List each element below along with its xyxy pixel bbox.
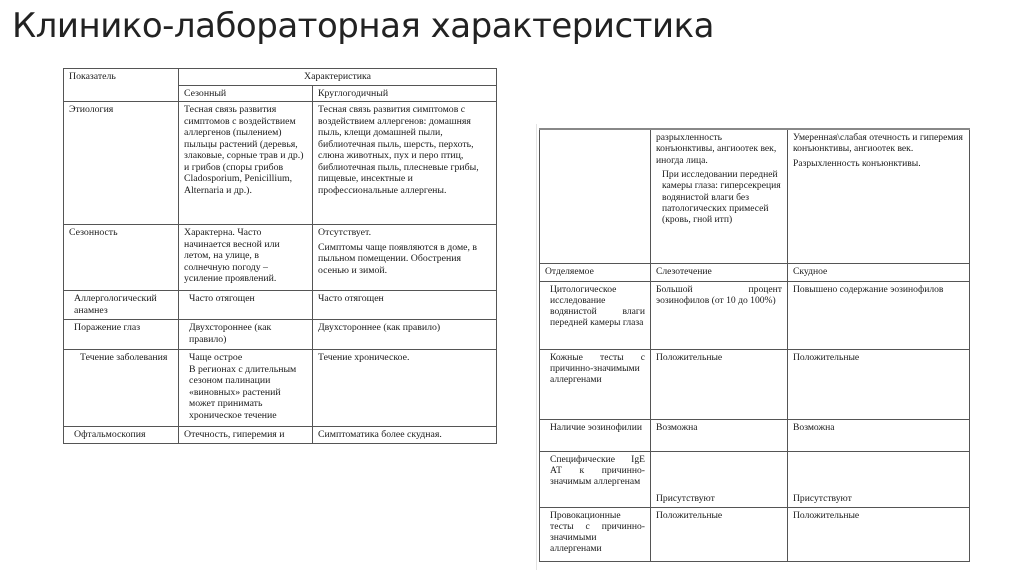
cell-seasonal: Отечность, гиперемия и: [179, 427, 313, 444]
cell-year-round: Положительные: [788, 349, 970, 419]
cell-year-round: Симптоматика более скудная.: [313, 427, 497, 444]
table-header-row: [64, 69, 497, 86]
header-characteristic: Характеристика: [179, 69, 497, 86]
cell-seasonal: Возможна: [651, 419, 788, 451]
table-row: [64, 225, 497, 291]
cell-text: Чаще острое: [189, 352, 243, 364]
cell-seasonal: Присутствуют: [651, 451, 788, 507]
row-label: Отделяемое: [540, 263, 651, 281]
cell-seasonal: Характерна. Часто начинается весной или летом, на улице, в солнечную погоду – усиление проявлений.: [179, 225, 313, 291]
table-row: [540, 263, 970, 281]
cell-text: При исследовании передней камеры глаза: гиперсекреция водянистой влаги без патологических примесей (кровь, гной итп): [662, 168, 781, 226]
row-label: Поражение глаз: [64, 320, 179, 350]
cell-seasonal: Часто отягощен: [179, 291, 313, 320]
cell-text: В регионах с длительным сезоном палинации «виновных» растений может принимать хроническое течение: [189, 363, 297, 421]
cell-text: Отсутствует.: [318, 227, 372, 239]
row-label: [540, 129, 651, 263]
cell-year-round: Часто отягощен: [313, 291, 497, 320]
table-row: [540, 281, 970, 349]
cell-year-round: Присутствуют: [788, 451, 970, 507]
row-label: Офтальмоскопия: [64, 427, 179, 444]
header-year-round: Круглогодичный: [313, 85, 497, 102]
table-row: [540, 419, 970, 451]
header-indicator: Показатель: [64, 69, 179, 102]
table-row: [64, 102, 497, 225]
cell-year-round: Положительные: [788, 507, 970, 561]
table-row: [64, 320, 497, 350]
header-seasonal: Сезонный: [179, 85, 313, 102]
cell-seasonal: Большой процент эозинофилов (от 10 до 100%): [651, 281, 788, 349]
cell-seasonal: Двухстороннее (как правило): [179, 320, 313, 350]
row-label: Наличие эозинофилии: [540, 419, 651, 451]
cell-year-round: [788, 129, 970, 263]
row-label: Сезонность: [64, 225, 179, 291]
slide-title: Клинико-лабораторная характеристика: [12, 6, 714, 46]
table-row: [540, 349, 970, 419]
row-label: Цитологическое исследование водянистой влаги передней камеры глаза: [540, 281, 651, 349]
right-table: [539, 128, 970, 562]
cell-text: Симптомы чаще появляются в доме, в пыльном помещении. Обострения осенью и зимой.: [318, 241, 478, 276]
table-row: [64, 427, 497, 444]
cell-year-round: Возможна: [788, 419, 970, 451]
row-label: Специфические IgE АТ к причинно-значимым аллергенам: [540, 451, 651, 507]
table-row: [64, 291, 497, 320]
cell-year-round: Тесная связь развития симптомов с воздействием аллергенов: домашняя пыль, клещи домашней пыли, библиотечная пыль, шерсть, перхоть, слюна животных, пух и перо птиц, библиотечная пыль, плесневые грибы, пищевые, инсектные и профессиональные аллергены.: [313, 102, 497, 225]
cell-text: Разрыхленность конъюнктивы.: [793, 157, 921, 169]
row-label: Кожные тесты с причинно-значимыми аллергенами: [540, 349, 651, 419]
cell-seasonal: Положительные: [651, 507, 788, 561]
cell-year-round: Скудное: [788, 263, 970, 281]
cell-seasonal: Тесная связь развития симптомов с воздействием аллергенов (пылением) пыльцы растений (деревья, злаковые, сорные трав и др.) и грибов (споры грибов Cladosporium, Penicillium, Alternaria и др.).: [179, 102, 313, 225]
table-row: [64, 350, 497, 427]
cell-year-round: [313, 225, 497, 291]
cell-seasonal: [179, 350, 313, 427]
left-table: [63, 68, 497, 444]
row-label: Провокационные тесты с причинно-значимыми аллергенами: [540, 507, 651, 561]
row-label: Этиология: [64, 102, 179, 225]
row-label: Аллергологический анамнез: [64, 291, 179, 320]
cell-year-round: Повышено содержание эозинофилов: [788, 281, 970, 349]
table-row: [540, 129, 970, 263]
table-row: [540, 451, 970, 507]
table-row: [540, 507, 970, 561]
cell-year-round: Двухстороннее (как правило): [313, 320, 497, 350]
cell-seasonal: Положительные: [651, 349, 788, 419]
cell-seasonal: Слезотечение: [651, 263, 788, 281]
cell-text: разрыхленность конъюнктивы, ангиоотек век, иногда лица.: [656, 132, 777, 166]
row-label: Течение заболевания: [64, 350, 179, 427]
cell-text: Умеренная\слабая отечность и гиперемия конъюнктивы, ангиоотек век.: [793, 132, 963, 155]
cell-seasonal: [651, 129, 788, 263]
cell-year-round: Течение хроническое.: [313, 350, 497, 427]
